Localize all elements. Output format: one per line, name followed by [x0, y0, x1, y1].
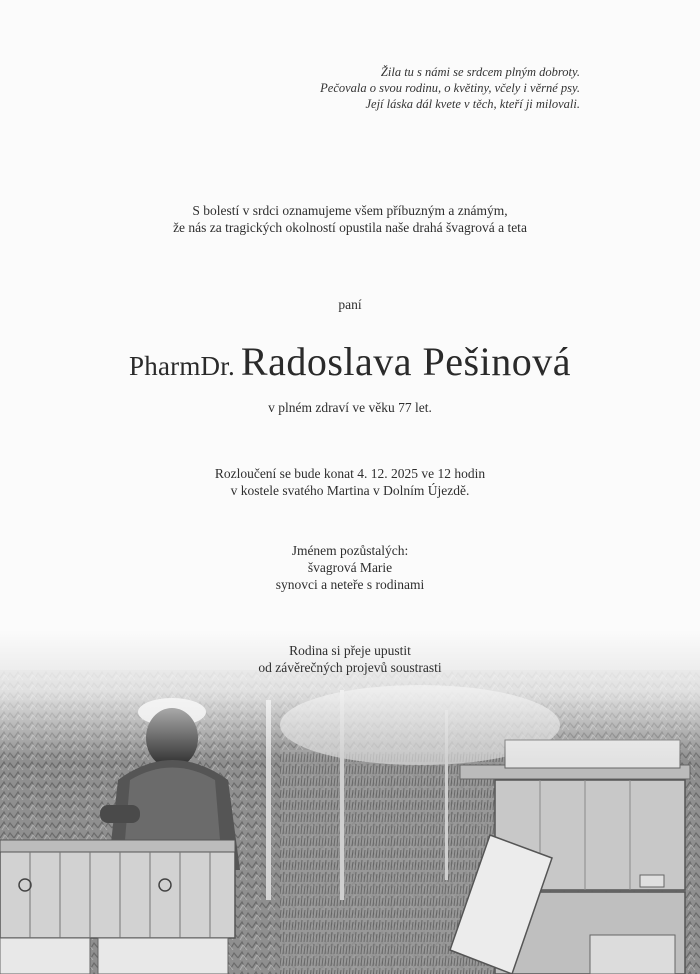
ceremony-line: Rozloučení se bude konat 4. 12. 2025 ve 12 hodin [214, 466, 486, 481]
bereaved-line: švagrová Marie [307, 560, 393, 575]
motto-line: Její láska dál kvete v těch, kteří ji milovali. [365, 97, 580, 111]
age-line: v plném zdraví ve věku 77 let. [268, 400, 432, 415]
deceased-name: Radoslava Pešinová [240, 339, 571, 384]
ceremony-info [0, 465, 700, 499]
wish-line: od závěrečných projevů soustrasti [258, 660, 442, 675]
bereaved-line: synovci a neteře s rodinami [275, 577, 425, 592]
beekeeper-photo [0, 630, 700, 974]
announcement-intro [0, 202, 700, 236]
salutation: paní [338, 297, 362, 312]
ceremony-line: v kostele svatého Martina v Dolním Újezdě. [230, 483, 470, 498]
deceased-name-line [0, 338, 700, 385]
bereaved-list [0, 542, 700, 593]
bereaved-line: Jménem pozůstalých: [291, 543, 409, 558]
motto [320, 64, 580, 112]
intro-line: že nás za tragických okolností opustila naše drahá švagrová a teta [173, 220, 527, 235]
intro-line: S bolestí v srdci oznamujeme všem příbuzným a známým, [192, 203, 508, 218]
wish-line: Rodina si přeje upustit [289, 643, 411, 658]
motto-line: Žila tu s námi se srdcem plným dobroty. [380, 65, 580, 79]
academic-title: PharmDr. [129, 351, 235, 381]
motto-line: Pečovala o svou rodinu, o květiny, včely i věrné psy. [320, 81, 580, 95]
family-wish [0, 642, 700, 676]
